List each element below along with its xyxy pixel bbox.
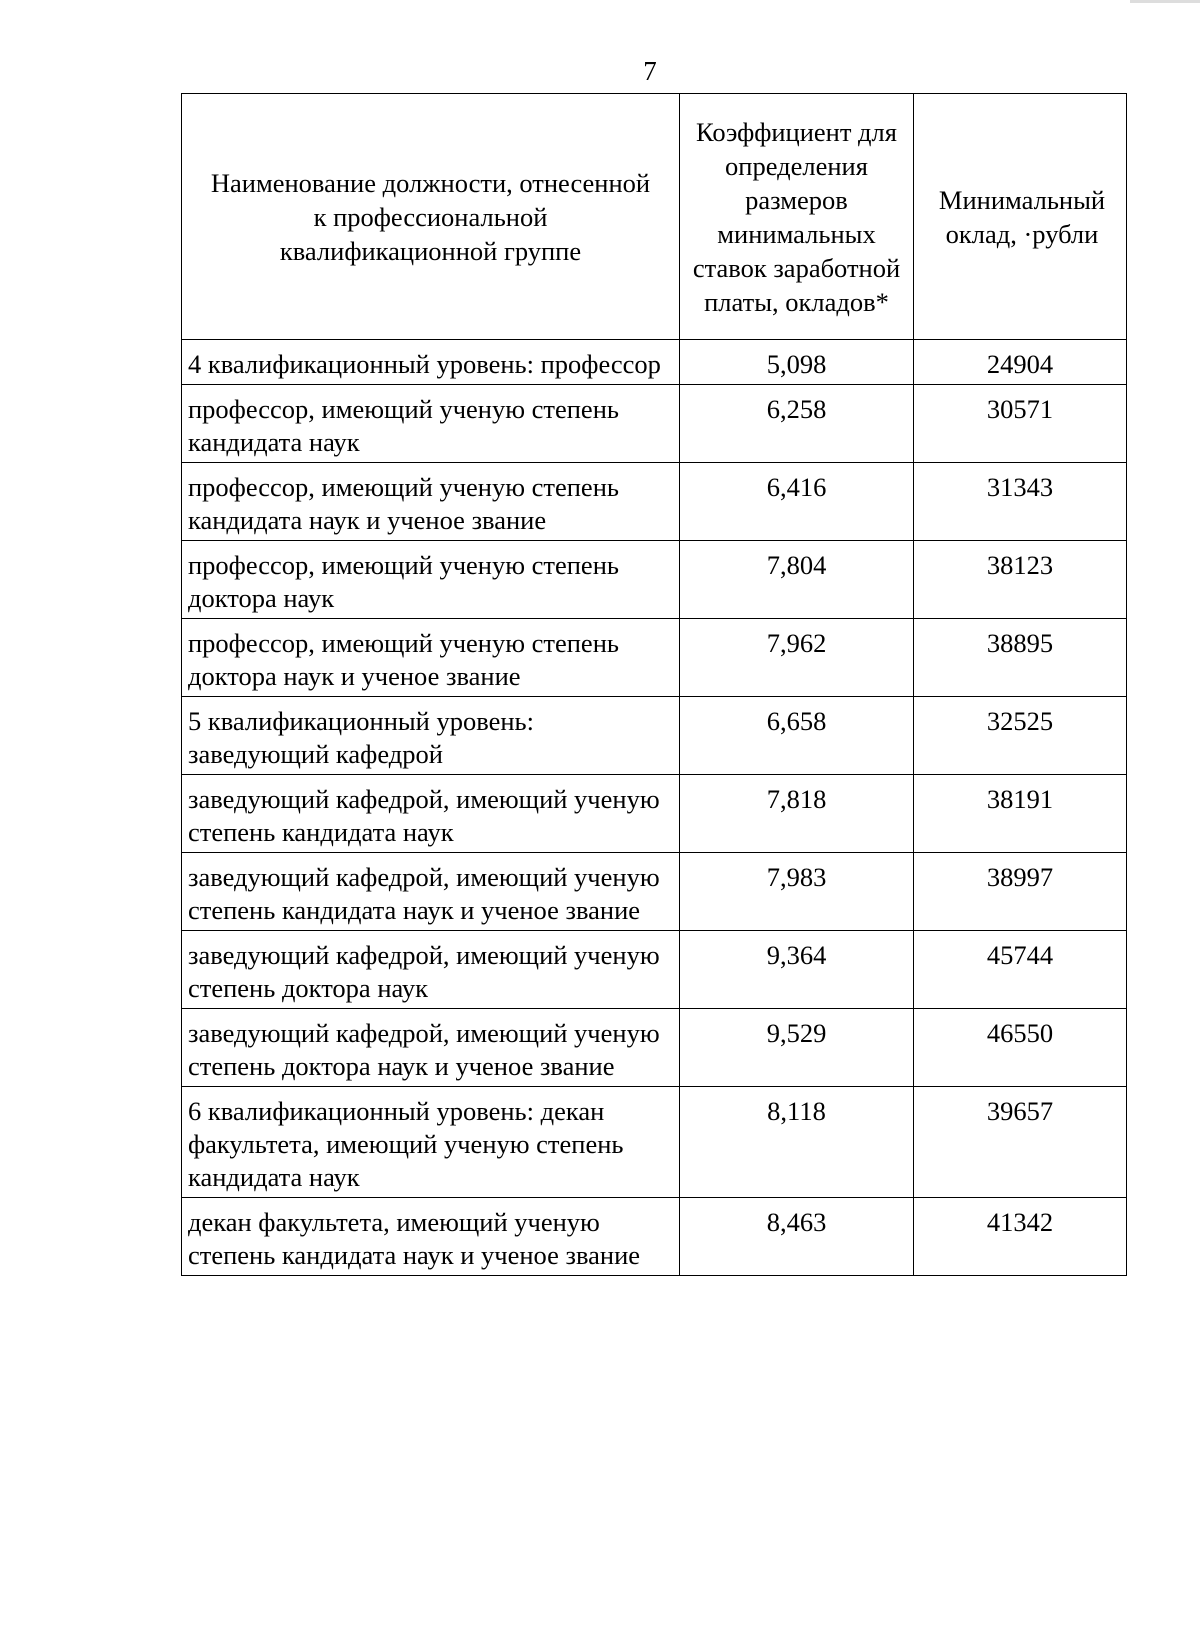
row-name: 4 квалификационный уровень: профессор [182,340,680,385]
table-row [182,385,1127,463]
row-coefficient: 6,658 [680,697,914,775]
row-salary: 31343 [914,463,1127,541]
row-salary: 41342 [914,1198,1127,1276]
header-salary: Минимальный оклад, ·рубли [914,94,1127,340]
table-header-row [182,94,1127,340]
row-coefficient: 9,364 [680,931,914,1009]
table-row [182,1009,1127,1087]
row-name: заведующий кафедрой, имеющий ученую степень кандидата наук [182,775,680,853]
row-coefficient: 8,463 [680,1198,914,1276]
row-coefficient: 6,416 [680,463,914,541]
row-name: профессор, имеющий ученую степень кандидата наук [182,385,680,463]
scan-edge-mark [1130,0,1200,3]
row-salary: 38895 [914,619,1127,697]
table-row [182,775,1127,853]
row-name: декан факультета, имеющий ученую степень кандидата наук и ученое звание [182,1198,680,1276]
row-coefficient: 5,098 [680,340,914,385]
row-salary: 45744 [914,931,1127,1009]
table-row [182,1087,1127,1198]
row-coefficient: 9,529 [680,1009,914,1087]
table-row [182,931,1127,1009]
row-name: 6 квалификационный уровень: декан факультета, имеющий ученую степень кандидата наук [182,1087,680,1198]
row-name: заведующий кафедрой, имеющий ученую степень доктора наук и ученое звание [182,1009,680,1087]
row-name: заведующий кафедрой, имеющий ученую степень доктора наук [182,931,680,1009]
row-salary: 39657 [914,1087,1127,1198]
row-name: 5 квалификационный уровень: заведующий кафедрой [182,697,680,775]
row-name: профессор, имеющий ученую степень доктора наук [182,541,680,619]
salary-table [181,93,1127,1276]
row-name: профессор, имеющий ученую степень кандидата наук и ученое звание [182,463,680,541]
table-row [182,541,1127,619]
row-salary: 30571 [914,385,1127,463]
row-salary: 46550 [914,1009,1127,1087]
row-coefficient: 7,818 [680,775,914,853]
row-salary: 38123 [914,541,1127,619]
page-number: 7 [643,56,657,86]
row-coefficient: 7,804 [680,541,914,619]
row-salary: 24904 [914,340,1127,385]
row-coefficient: 7,962 [680,619,914,697]
row-name: профессор, имеющий ученую степень доктора наук и ученое звание [182,619,680,697]
table-row [182,463,1127,541]
row-coefficient: 8,118 [680,1087,914,1198]
row-salary: 38191 [914,775,1127,853]
header-coefficient: Коэффициент для определения размеров минимальных ставок заработной платы, окладов* [680,94,914,340]
table-row [182,1198,1127,1276]
row-coefficient: 7,983 [680,853,914,931]
header-position: Наименование должности, отнесенной к профессиональной квалификационной группе [182,94,680,340]
row-salary: 38997 [914,853,1127,931]
row-salary: 32525 [914,697,1127,775]
table-row [182,697,1127,775]
row-name: заведующий кафедрой, имеющий ученую степень кандидата наук и ученое звание [182,853,680,931]
table-row [182,619,1127,697]
table-row [182,340,1127,385]
row-coefficient: 6,258 [680,385,914,463]
table-row [182,853,1127,931]
